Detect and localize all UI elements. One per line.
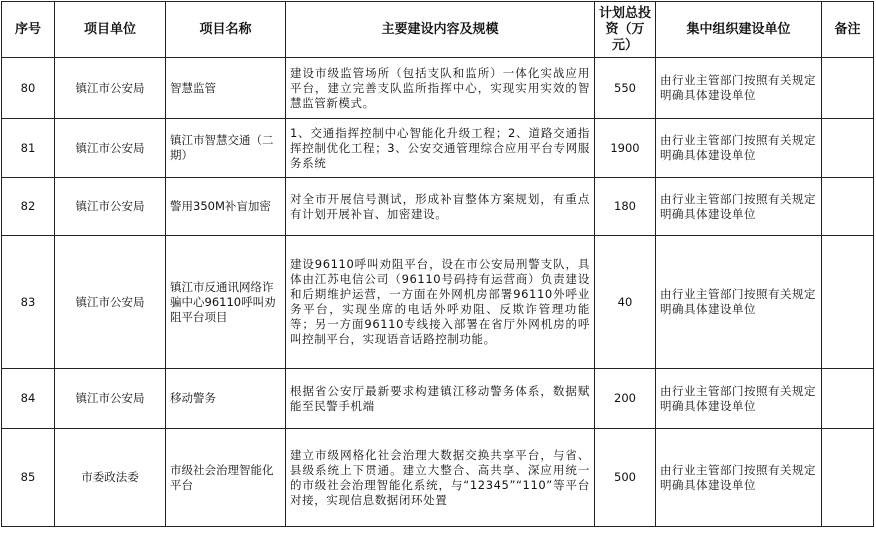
cell-content: 建立市级网格化社会治理大数据交换共享平台，与省、县级系统上下贯通。建立大整合、高共享、深应用统一的市级社会治理智能化系统，与“12345”“110”等平台对接，实现信息数据闭环处置 — [286, 429, 595, 527]
cell-org: 由行业主管部门按照有关规定明确具体建设单位 — [656, 429, 822, 527]
header-investment: 计划总投资（万元） — [595, 2, 656, 58]
cell-note — [822, 178, 874, 236]
cell-name: 警用350M补盲加密 — [166, 178, 286, 236]
cell-org: 由行业主管部门按照有关规定明确具体建设单位 — [656, 119, 822, 178]
cell-unit: 市委政法委 — [55, 429, 166, 527]
cell-content: 1、交通指挥控制中心智能化升级工程；2、道路交通指挥控制优化工程；3、公安交通管理综合应用平台专网服务系统 — [286, 119, 595, 178]
cell-investment: 1900 — [595, 119, 656, 178]
cell-investment: 500 — [595, 429, 656, 527]
header-org: 集中组织建设单位 — [656, 2, 822, 58]
cell-note — [822, 429, 874, 527]
cell-unit: 镇江市公安局 — [55, 119, 166, 178]
cell-investment: 550 — [595, 58, 656, 119]
cell-investment: 40 — [595, 236, 656, 369]
cell-name: 市级社会治理智能化平台 — [166, 429, 286, 527]
cell-note — [822, 58, 874, 119]
cell-note — [822, 236, 874, 369]
cell-org: 由行业主管部门按照有关规定明确具体建设单位 — [656, 178, 822, 236]
header-unit: 项目单位 — [55, 2, 166, 58]
cell-content: 对全市开展信号测试，形成补盲整体方案规划，有重点有计划开展补盲、加密建设。 — [286, 178, 595, 236]
cell-no: 82 — [2, 178, 55, 236]
cell-org: 由行业主管部门按照有关规定明确具体建设单位 — [656, 58, 822, 119]
cell-unit: 镇江市公安局 — [55, 58, 166, 119]
cell-unit: 镇江市公安局 — [55, 236, 166, 369]
cell-no: 83 — [2, 236, 55, 369]
cell-unit: 镇江市公安局 — [55, 369, 166, 429]
cell-content: 根据省公安厅最新要求构建镇江移动警务体系，数据赋能至民警手机端 — [286, 369, 595, 429]
header-note: 备注 — [822, 2, 874, 58]
header-content: 主要建设内容及规模 — [286, 2, 595, 58]
table-row — [2, 119, 874, 178]
header-name: 项目名称 — [166, 2, 286, 58]
cell-note — [822, 369, 874, 429]
cell-note — [822, 119, 874, 178]
project-table — [1, 1, 874, 527]
table-row — [2, 369, 874, 429]
table-header-row — [2, 2, 874, 58]
header-no: 序号 — [2, 2, 55, 58]
cell-no: 84 — [2, 369, 55, 429]
table-row — [2, 178, 874, 236]
cell-name: 移动警务 — [166, 369, 286, 429]
cell-org: 由行业主管部门按照有关规定明确具体建设单位 — [656, 236, 822, 369]
table-row — [2, 429, 874, 527]
cell-no: 81 — [2, 119, 55, 178]
table-row — [2, 236, 874, 369]
cell-content: 建设市级监管场所（包括支队和监所）一体化实战应用平台，建立完善支队监所指挥中心，实现实用实效的智慧监管新模式。 — [286, 58, 595, 119]
cell-unit: 镇江市公安局 — [55, 178, 166, 236]
cell-investment: 180 — [595, 178, 656, 236]
cell-org: 由行业主管部门按照有关规定明确具体建设单位 — [656, 369, 822, 429]
cell-content: 建设96110呼叫劝阻平台，设在市公安局刑警支队，具体由江苏电信公司（96110号码持有运营商）负责建设和后期维护运营，一方面在外网机房部署96110外呼业务平台，实现坐席的电话外呼劝阻、反欺诈管理功能等；另一方面96110专线接入部署在省厅外网机房的呼叫控制平台，实现语音话路控制功能。 — [286, 236, 595, 369]
cell-investment: 200 — [595, 369, 656, 429]
cell-name: 智慧监管 — [166, 58, 286, 119]
cell-no: 85 — [2, 429, 55, 527]
cell-name: 镇江市反通讯网络诈骗中心96110呼叫劝阻平台项目 — [166, 236, 286, 369]
cell-no: 80 — [2, 58, 55, 119]
table-row — [2, 58, 874, 119]
cell-name: 镇江市智慧交通（二期） — [166, 119, 286, 178]
